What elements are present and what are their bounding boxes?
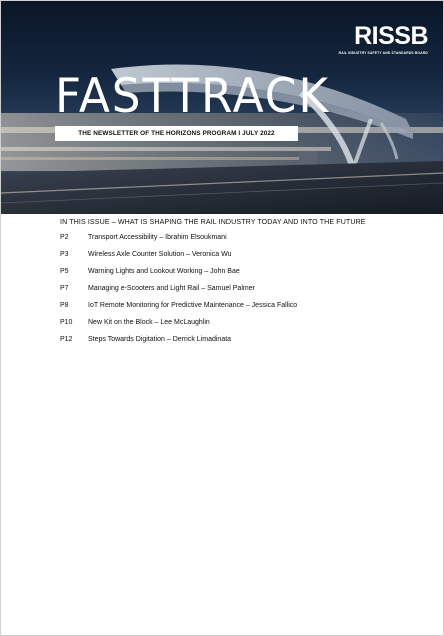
toc-item bbox=[60, 301, 420, 318]
contents-heading: IN THIS ISSUE – WHAT IS SHAPING THE RAIL INDUSTRY TODAY AND INTO THE FUTURE bbox=[60, 218, 366, 226]
toc-page-number: P5 bbox=[60, 268, 69, 275]
toc-article-title: Wireless Axle Counter Solution – Veronica Wu bbox=[88, 251, 232, 258]
toc-item bbox=[60, 284, 420, 301]
newsletter-subtitle: THE NEWSLETTER OF THE HORIZONS PROGRAM I JULY 2022 bbox=[78, 130, 275, 137]
toc-item bbox=[60, 233, 420, 250]
toc-article-title: Transport Accessibility – Ibrahim Elsoukmani bbox=[88, 234, 227, 241]
table-of-contents bbox=[60, 218, 420, 352]
toc-page-number: P7 bbox=[60, 285, 69, 292]
toc-item bbox=[60, 318, 420, 335]
toc-article-title: IoT Remote Monitoring for Predictive Maintenance – Jessica Fallico bbox=[88, 302, 298, 309]
subtitle-bar bbox=[55, 126, 298, 141]
logo-wordmark: RISSB bbox=[354, 22, 428, 50]
toc-page-number: P12 bbox=[60, 336, 73, 343]
rissb-logo bbox=[339, 22, 428, 55]
toc-item bbox=[60, 267, 420, 284]
toc-article-title: New Kit on the Block – Lee McLaughlin bbox=[88, 319, 210, 326]
toc-page-number: P8 bbox=[60, 302, 69, 309]
toc-page-number: P2 bbox=[60, 234, 69, 241]
toc-page-number: P3 bbox=[60, 251, 69, 258]
toc-item bbox=[60, 250, 420, 267]
masthead-title bbox=[55, 70, 330, 116]
masthead-text: FASTTRACK bbox=[55, 70, 330, 116]
toc-article-title: Warning Lights and Lookout Working – John Bae bbox=[88, 268, 240, 275]
logo-tagline: RAIL INDUSTRY SAFETY AND STANDARDS BOARD bbox=[338, 51, 428, 55]
toc-article-title: Steps Towards Digitation – Derrick Limadinata bbox=[88, 336, 232, 343]
toc-item bbox=[60, 335, 420, 352]
toc-page-number: P10 bbox=[60, 319, 73, 326]
toc-article-title: Managing e-Scooters and Light Rail – Samuel Palmer bbox=[88, 285, 255, 292]
